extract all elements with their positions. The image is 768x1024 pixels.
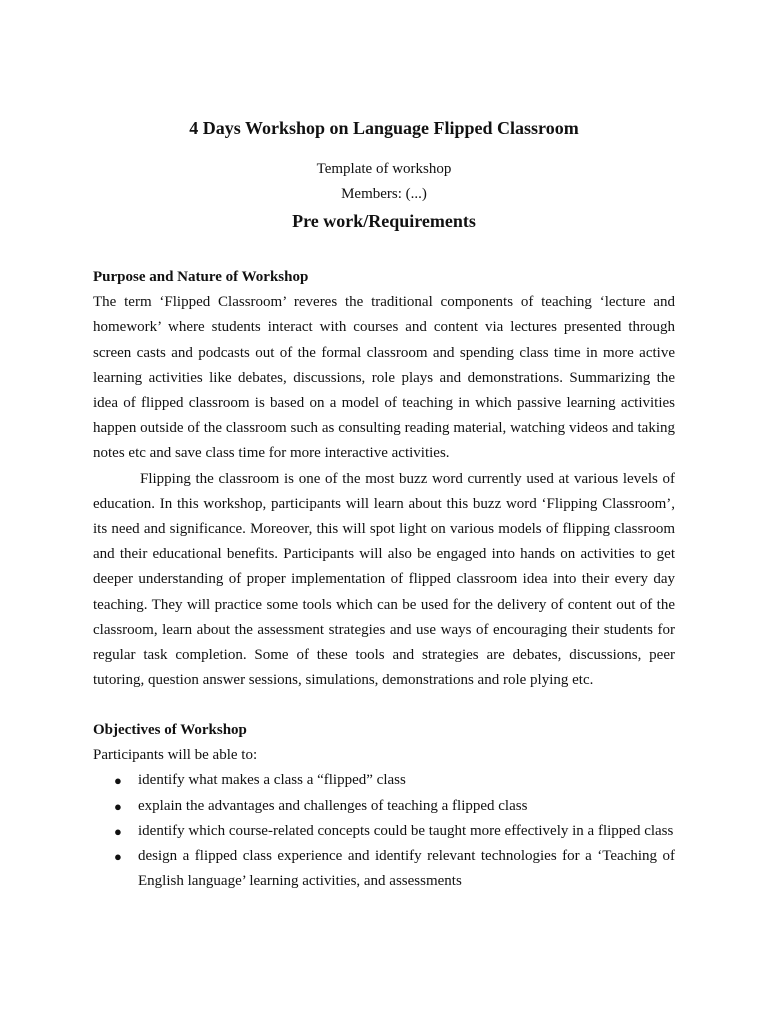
objectives-heading: Objectives of Workshop [93,722,247,738]
members-line: Members: (...) [341,186,427,202]
bullet-icon: ● [114,823,122,839]
objectives-section [93,718,675,894]
objective-item [93,768,675,793]
purpose-paragraph-1: The term ‘Flipped Classroom’ reveres the traditional components of teaching ‘lecture and homework’ where students interact with courses and content via lectures presented through screen casts and podcasts out of the formal classroom and spending class time in more active learning activities like debates, discussions, role plays and demonstrations. Summarizing the idea of flipped classroom is based on a model of teaching in which passive learning activities happen outside of the classroom such as consulting reading material, watching videos and taking notes etc and save class time for more interactive activities. [93,294,675,462]
purpose-section [93,265,675,693]
objective-text: identify what makes a class a “flipped” class [138,772,406,789]
objective-text: explain the advantages and challenges of teaching a flipped class [138,797,528,814]
objective-item [93,844,675,894]
objective-item [93,819,675,844]
objectives-list [93,768,675,894]
objective-item [93,794,675,819]
purpose-heading: Purpose and Nature of Workshop [93,269,309,285]
bullet-icon: ● [114,849,122,865]
objective-text: design a flipped class experience and identify relevant technologies for a ‘Teaching of English language’ learning activities, and assessments [138,848,675,890]
template-subtitle: Template of workshop [316,161,452,177]
purpose-paragraph-2: Flipping the classroom is one of the most buzz word currently used at various levels of education. In this workshop, participants will learn about this buzz word ‘Flipping Classroom’, its need and significance. Moreover, this will spot light on various models of flipping classroom and their educational benefits. Participants will also be engaged into hands on activities to get deeper understanding of proper implementation of flipped classroom idea into their every day teaching. They will practice some tools which can be used for the delivery of content out of the classroom, learn about the assessment strategies and use ways of encouraging their students for regular task completion. Some of these tools and strategies are debates, discussions, peer tutoring, question answer sessions, simulations, demonstrations and role plying etc. [93,470,675,689]
bullet-icon: ● [114,798,122,814]
objective-text: identify which course-related concepts could be taught more effectively in a flipped class [138,822,674,839]
objectives-intro: Participants will be able to: [93,747,258,764]
document-title: 4 Days Workshop on Language Flipped Classroom [189,118,579,138]
bullet-icon: ● [114,773,122,789]
section-title-prework: Pre work/Requirements [292,211,476,231]
